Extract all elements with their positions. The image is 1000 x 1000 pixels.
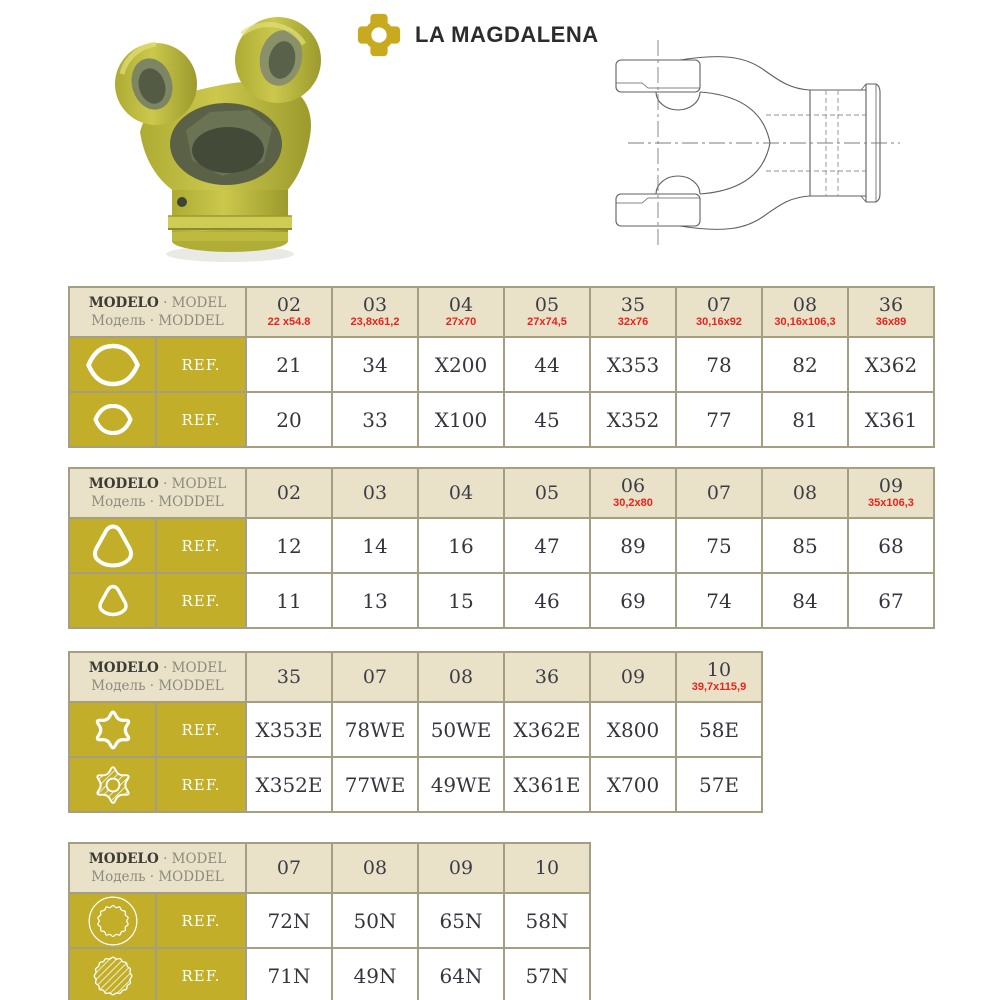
model-number: 07 xyxy=(362,665,388,688)
ref-value-cell: 16 xyxy=(418,518,504,573)
ref-value-cell: X352E xyxy=(246,757,332,812)
profile-icon-cell xyxy=(69,757,156,812)
model-label-rest: · MODEL xyxy=(163,850,227,867)
ref-value-cell: 13 xyxy=(332,573,418,628)
ref-value-cell: 44 xyxy=(504,337,590,392)
model-column-header xyxy=(762,287,848,337)
ref-value-cell: 57E xyxy=(676,757,762,812)
table-row xyxy=(69,948,590,1000)
ref-value-cell: X353E xyxy=(246,702,332,757)
model-number: 03 xyxy=(362,293,388,316)
ref-label-cell: REF. xyxy=(156,948,246,1000)
model-column-header xyxy=(504,468,590,518)
model-size: 22 x54.8 xyxy=(267,315,311,328)
brand-logo xyxy=(356,12,599,58)
ref-value-cell: 57N xyxy=(504,948,590,1000)
model-label-line2: Модель · MODDEL xyxy=(91,678,224,694)
profile-icon-cell xyxy=(69,573,156,628)
model-number: 36 xyxy=(878,293,904,316)
model-size: 23,8x61,2 xyxy=(350,315,400,328)
model-number: 35 xyxy=(620,293,646,316)
model-label-rest: · MODEL xyxy=(163,475,227,492)
ref-value-cell: 45 xyxy=(504,392,590,447)
model-column-header xyxy=(332,843,418,893)
ref-value-cell: 50N xyxy=(332,893,418,948)
model-label-rest: · MODEL xyxy=(163,659,227,676)
ref-value-cell: 49N xyxy=(332,948,418,1000)
table-row xyxy=(69,518,934,573)
model-label-bold: MODELO xyxy=(88,294,159,311)
model-label-line2: Модель · MODDEL xyxy=(91,313,224,329)
ref-value-cell: 72N xyxy=(246,893,332,948)
ref-value-cell: 84 xyxy=(762,573,848,628)
ref-value-cell: 78 xyxy=(676,337,762,392)
model-label-bold: MODELO xyxy=(88,850,159,867)
ref-value-cell: 78WE xyxy=(332,702,418,757)
ref-value-cell: X200 xyxy=(418,337,504,392)
ref-label-cell: REF. xyxy=(156,392,246,447)
triangle-profile-small-icon xyxy=(95,584,131,617)
profile-icon-cell xyxy=(69,702,156,757)
model-size: 39,7x115,9 xyxy=(691,680,747,693)
model-column-header xyxy=(504,287,590,337)
yoke-technical-drawing xyxy=(594,24,914,262)
ref-value-cell: 71N xyxy=(246,948,332,1000)
parts-table-spline-profile xyxy=(68,842,591,1000)
profile-icon-cell xyxy=(69,948,156,1000)
model-column-header xyxy=(590,652,676,702)
model-number: 03 xyxy=(362,481,388,504)
ref-value-cell: 82 xyxy=(762,337,848,392)
yoke-product-photo xyxy=(60,0,342,268)
table-header-row xyxy=(69,843,590,893)
ref-value-cell: 67 xyxy=(848,573,934,628)
ref-value-cell: X700 xyxy=(590,757,676,812)
model-number: 09 xyxy=(878,474,904,497)
model-number: 04 xyxy=(448,481,474,504)
model-size: 32x76 xyxy=(617,315,649,328)
model-header-text xyxy=(70,294,245,330)
model-column-header xyxy=(246,287,332,337)
ref-value-cell: 58N xyxy=(504,893,590,948)
table-header-row xyxy=(69,287,934,337)
ref-value-cell: 12 xyxy=(246,518,332,573)
model-number: 09 xyxy=(620,665,646,688)
model-column-header xyxy=(676,468,762,518)
ref-value-cell: 89 xyxy=(590,518,676,573)
table-row xyxy=(69,893,590,948)
model-label-bold: MODELO xyxy=(88,659,159,676)
model-header-text xyxy=(70,659,245,695)
model-size: 35x106,3 xyxy=(868,496,914,509)
model-number: 02 xyxy=(276,293,302,316)
ref-value-cell: 64N xyxy=(418,948,504,1000)
table-header-row xyxy=(69,652,762,702)
ref-value-cell: X353 xyxy=(590,337,676,392)
model-label-bold: MODELO xyxy=(88,475,159,492)
ref-value-cell: 77 xyxy=(676,392,762,447)
ref-value-cell: X362 xyxy=(848,337,934,392)
model-number: 07 xyxy=(276,856,302,879)
ref-label-cell: REF. xyxy=(156,757,246,812)
triangle-profile-large-icon xyxy=(88,523,138,569)
ref-value-cell: 50WE xyxy=(418,702,504,757)
ref-value-cell: 58E xyxy=(676,702,762,757)
model-column-header xyxy=(418,468,504,518)
model-column-header xyxy=(676,652,762,702)
brand-name: LA MAGDALENA xyxy=(415,22,599,47)
model-number: 08 xyxy=(362,856,388,879)
ref-value-cell: X800 xyxy=(590,702,676,757)
profile-icon-cell xyxy=(69,893,156,948)
ref-value-cell: 20 xyxy=(246,392,332,447)
ref-value-cell: 75 xyxy=(676,518,762,573)
ref-value-cell: 11 xyxy=(246,573,332,628)
ref-value-cell: 47 xyxy=(504,518,590,573)
ref-label-cell: REF. xyxy=(156,337,246,392)
ref-value-cell: 65N xyxy=(418,893,504,948)
model-header-cell xyxy=(69,287,246,337)
ref-value-cell: X100 xyxy=(418,392,504,447)
model-header-text xyxy=(70,850,245,886)
ref-value-cell: 77WE xyxy=(332,757,418,812)
model-size: 36x89 xyxy=(875,315,907,328)
model-number: 10 xyxy=(534,856,560,879)
table-row xyxy=(69,573,934,628)
model-number: 05 xyxy=(534,293,560,316)
model-number: 08 xyxy=(448,665,474,688)
model-column-header xyxy=(590,287,676,337)
ref-value-cell: 15 xyxy=(418,573,504,628)
ref-value-cell: 14 xyxy=(332,518,418,573)
model-number: 08 xyxy=(792,481,818,504)
model-header-text xyxy=(70,475,245,511)
model-header-cell xyxy=(69,468,246,518)
model-column-header xyxy=(332,652,418,702)
model-number: 36 xyxy=(534,665,560,688)
profile-icon-cell xyxy=(69,337,156,392)
parts-table-triangle-profile xyxy=(68,467,935,629)
model-column-header xyxy=(246,843,332,893)
model-number: 08 xyxy=(792,293,818,316)
model-label-line2: Модель · MODDEL xyxy=(91,869,224,885)
ref-value-cell: 46 xyxy=(504,573,590,628)
pto-cross-icon xyxy=(356,12,402,58)
ref-value-cell: 81 xyxy=(762,392,848,447)
ref-value-cell: 85 xyxy=(762,518,848,573)
ref-value-cell: 68 xyxy=(848,518,934,573)
table-row xyxy=(69,392,934,447)
model-size: 30,16x106,3 xyxy=(774,315,836,328)
model-number: 35 xyxy=(276,665,302,688)
ref-value-cell: 33 xyxy=(332,392,418,447)
spline-profile-hatched-icon xyxy=(91,954,135,998)
model-number: 07 xyxy=(706,293,732,316)
ref-label-cell: REF. xyxy=(156,518,246,573)
ref-label-cell: REF. xyxy=(156,893,246,948)
model-number: 04 xyxy=(448,293,474,316)
ref-label-cell: REF. xyxy=(156,573,246,628)
model-size: 27x70 xyxy=(445,315,477,328)
model-number: 09 xyxy=(448,856,474,879)
model-number: 07 xyxy=(706,481,732,504)
model-column-header xyxy=(848,468,934,518)
model-column-header xyxy=(246,468,332,518)
parts-table-star-profile xyxy=(68,651,763,813)
profile-icon-cell xyxy=(69,392,156,447)
parts-table-lemon-profile xyxy=(68,286,935,448)
ref-value-cell: 74 xyxy=(676,573,762,628)
ref-value-cell: 69 xyxy=(590,573,676,628)
ref-value-cell: X361 xyxy=(848,392,934,447)
model-number: 05 xyxy=(534,481,560,504)
model-column-header xyxy=(332,468,418,518)
model-column-header xyxy=(418,843,504,893)
ref-value-cell: X361E xyxy=(504,757,590,812)
table-row xyxy=(69,757,762,812)
model-column-header xyxy=(418,652,504,702)
model-column-header xyxy=(504,652,590,702)
model-size: 30,16x92 xyxy=(696,315,742,328)
model-column-header xyxy=(676,287,762,337)
model-column-header xyxy=(848,287,934,337)
model-header-cell xyxy=(69,652,246,702)
lemon-profile-small-icon xyxy=(92,404,134,435)
model-column-header xyxy=(332,287,418,337)
star-profile-outline-icon xyxy=(89,706,137,754)
ref-value-cell: 34 xyxy=(332,337,418,392)
spline-profile-outline-icon xyxy=(87,895,139,947)
model-label-rest: · MODEL xyxy=(163,294,227,311)
model-size: 27x74,5 xyxy=(527,315,567,328)
ref-label-cell: REF. xyxy=(156,702,246,757)
lemon-profile-large-icon xyxy=(84,343,142,387)
model-label-line2: Модель · MODDEL xyxy=(91,494,224,510)
star-profile-hatched-icon xyxy=(89,761,137,809)
ref-value-cell: 49WE xyxy=(418,757,504,812)
profile-icon-cell xyxy=(69,518,156,573)
model-number: 02 xyxy=(276,481,302,504)
model-header-cell xyxy=(69,843,246,893)
model-column-header xyxy=(418,287,504,337)
model-column-header xyxy=(246,652,332,702)
ref-value-cell: X352 xyxy=(590,392,676,447)
model-number: 10 xyxy=(706,658,732,681)
model-size: 30,2x80 xyxy=(613,496,653,509)
table-header-row xyxy=(69,468,934,518)
model-column-header xyxy=(590,468,676,518)
model-column-header xyxy=(504,843,590,893)
table-row xyxy=(69,337,934,392)
model-number: 06 xyxy=(620,474,646,497)
ref-value-cell: X362E xyxy=(504,702,590,757)
model-column-header xyxy=(762,468,848,518)
ref-value-cell: 21 xyxy=(246,337,332,392)
table-row xyxy=(69,702,762,757)
